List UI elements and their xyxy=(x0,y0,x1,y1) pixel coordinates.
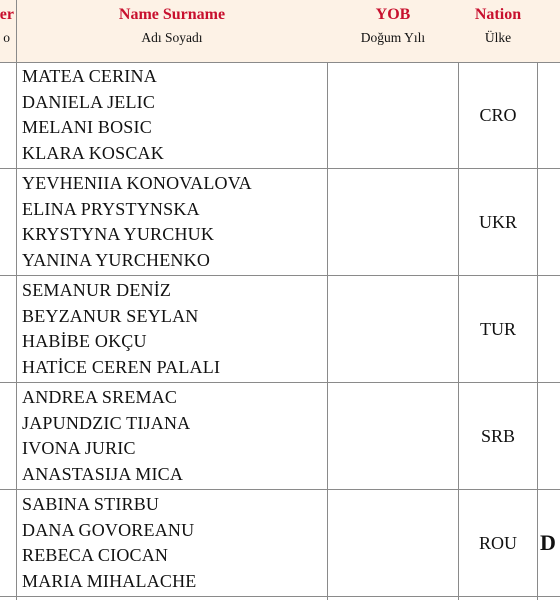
header-col-name xyxy=(17,0,327,62)
athlete-name: IVONA JURIC xyxy=(22,438,136,458)
row-divider xyxy=(0,62,560,63)
row-divider xyxy=(0,489,560,490)
athlete-name: YEVHENIIA KONOVALOVA xyxy=(22,173,252,193)
athlete-name: DANIELA JELIC xyxy=(22,91,156,112)
row-divider xyxy=(0,382,560,383)
athlete-name: ANASTASIJA MICA xyxy=(22,463,184,484)
header-col-order xyxy=(0,0,16,62)
athlete-name: ANDREA SREMAC xyxy=(22,387,178,407)
athlete-name: HABİBE OKÇU xyxy=(22,331,147,351)
row-divider xyxy=(0,168,560,169)
nation-code: CRO xyxy=(479,105,517,125)
athlete-name: YANINA YURCHENKO xyxy=(22,249,211,270)
team-members-srb xyxy=(22,385,190,487)
athlete-name: DANA GOVOREANU xyxy=(22,519,195,540)
athlete-name: MATEA CERINA xyxy=(22,66,157,86)
header-order-sub: o xyxy=(3,30,10,45)
row-divider xyxy=(0,596,560,597)
col-divider xyxy=(537,62,538,600)
nation-code: TUR xyxy=(480,319,516,339)
header-nation-sub: Ülke xyxy=(484,30,512,45)
athlete-name: ELINA PRYSTYNSKA xyxy=(22,198,200,219)
athlete-name: JAPUNDZIC TIJANA xyxy=(22,412,191,433)
col-divider xyxy=(458,62,459,600)
header-col-yob xyxy=(328,0,458,62)
athlete-name: HATİCE CEREN PALALI xyxy=(22,356,221,377)
header-yob-title: YOB xyxy=(375,6,411,23)
nation-code: UKR xyxy=(478,212,517,232)
athlete-name: KLARA KOSCAK xyxy=(22,142,164,163)
row-divider xyxy=(0,275,560,276)
header-name-title: Name Surname xyxy=(118,6,226,23)
header-nation-title: Nation xyxy=(474,6,522,23)
athlete-name: SEMANUR DENİZ xyxy=(22,280,172,300)
athlete-name: REBECA CIOCAN xyxy=(22,545,169,565)
header-order-title: er xyxy=(0,6,14,23)
header-yob-sub: Doğum Yılı xyxy=(360,30,426,45)
team-members-cro xyxy=(22,64,164,166)
nation-code: SRB xyxy=(480,426,516,446)
col-divider xyxy=(327,62,328,600)
header-col-nation xyxy=(459,0,537,62)
header-name-sub: Adı Soyadı xyxy=(141,30,203,45)
team-members-tur xyxy=(22,278,220,380)
team-members-rou xyxy=(22,492,197,594)
athlete-name: MELANI BOSIC xyxy=(22,117,152,137)
athlete-name: MARIA MIHALACHE xyxy=(22,570,197,591)
athlete-name: SABINA STIRBU xyxy=(22,494,160,514)
athlete-name: KRYSTYNA YURCHUK xyxy=(22,224,215,244)
truncated-cell-text: D xyxy=(540,530,556,555)
col-divider xyxy=(16,0,17,600)
nation-code: ROU xyxy=(478,533,517,553)
team-members-ukr xyxy=(22,171,252,273)
athlete-name: BEYZANUR SEYLAN xyxy=(22,305,199,326)
